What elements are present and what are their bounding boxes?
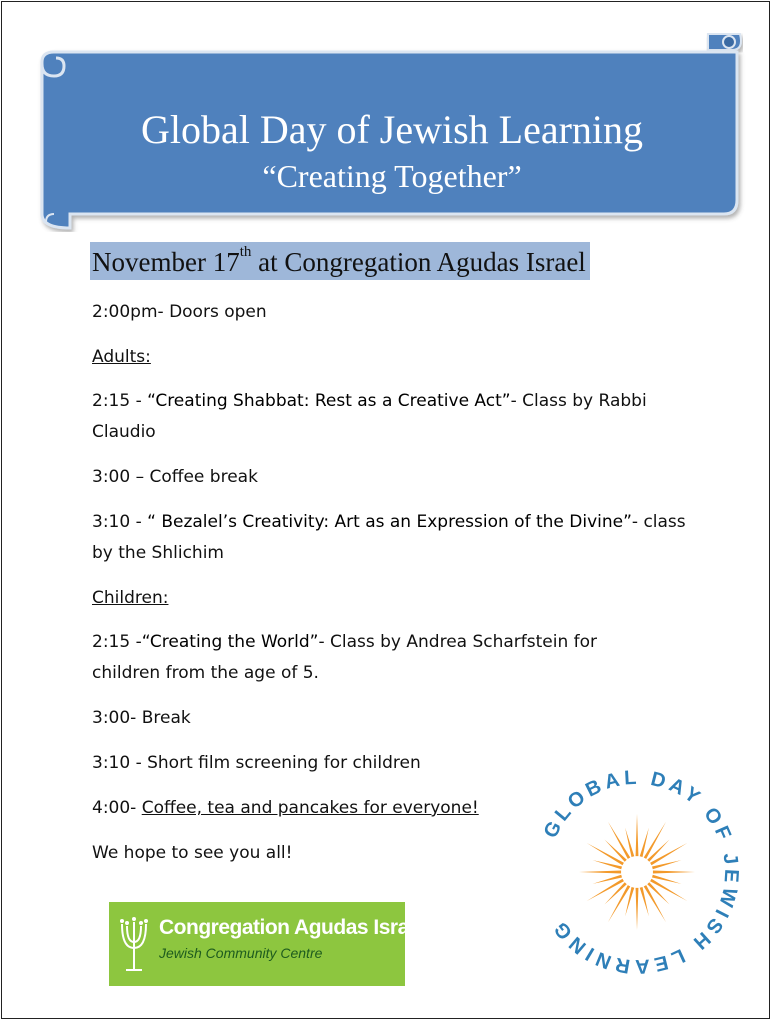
adult-session-3 (92, 507, 686, 538)
child-session-1-time: 2:15 - (92, 632, 142, 652)
closing-session-text: Coffee, tea and pancakes for everyone! (141, 798, 479, 818)
adult-session-3-time: 3:10 - (92, 512, 148, 532)
congregation-logo-tagline: Jewish Community Centre (159, 945, 323, 961)
adult-session-3-title: “ Bezalel’s Creativity: Art as an Expression of the Divine” (147, 512, 632, 532)
adult-session-1-title: “Creating Shabbat: Rest as a Creative Act” (147, 391, 511, 411)
sunburst-ray (636, 814, 639, 856)
page-title: Global Day of Jewish Learning (140, 107, 644, 152)
adult-session-1-rest: - Class by Rabbi (510, 391, 647, 411)
closing-session-time: 4:00- (92, 798, 142, 818)
svg-text:GLOBAL DAY OF JEWISH LEARNING (540, 767, 743, 978)
sunburst-ray (653, 871, 695, 874)
menorah-icon (117, 912, 151, 976)
child-session-1 (92, 627, 597, 658)
date-heading-superscript: th (239, 244, 252, 260)
child-session-3: 3:10 - Short film screening for children (92, 753, 421, 773)
adult-session-1 (92, 386, 647, 417)
page-subtitle: “Creating Together” (262, 158, 522, 194)
children-heading: Children: (92, 588, 169, 608)
adults-heading: Adults: (92, 347, 151, 367)
congregation-logo (109, 902, 426, 986)
child-session-1-cont: children from the age of 5. (92, 663, 319, 683)
date-heading (90, 242, 590, 280)
adult-session-1-time: 2:15 - (92, 391, 148, 411)
sunburst-icon (579, 814, 695, 930)
global-day-logo (527, 762, 747, 982)
adult-session-2: 3:00 – Coffee break (92, 467, 258, 487)
sunburst-ray (579, 871, 621, 874)
child-session-2: 3:00- Break (92, 708, 191, 728)
child-session-1-rest: - Class by Andrea Scharfstein for (318, 632, 598, 652)
sunburst-ray (636, 888, 639, 930)
closing-session (92, 793, 479, 824)
doors-open-line: 2:00pm- Doors open (92, 302, 267, 322)
adult-session-3-cont: by the Shlichim (92, 543, 224, 563)
farewell-line: We hope to see you all! (92, 843, 293, 863)
date-heading-text: November 17 (92, 247, 240, 277)
date-heading-rest: at Congregation Agudas Israel (251, 247, 586, 277)
flyer-page (1, 1, 770, 1019)
congregation-logo-name: Congregation Agudas Israel (159, 916, 426, 939)
adult-session-1-cont: Claudio (92, 422, 156, 442)
adult-session-3-rest: - class (631, 512, 686, 532)
global-day-ring-text: GLOBAL DAY OF JEWISH LEARNING (539, 766, 743, 978)
child-session-1-title: “Creating the World” (141, 632, 319, 652)
